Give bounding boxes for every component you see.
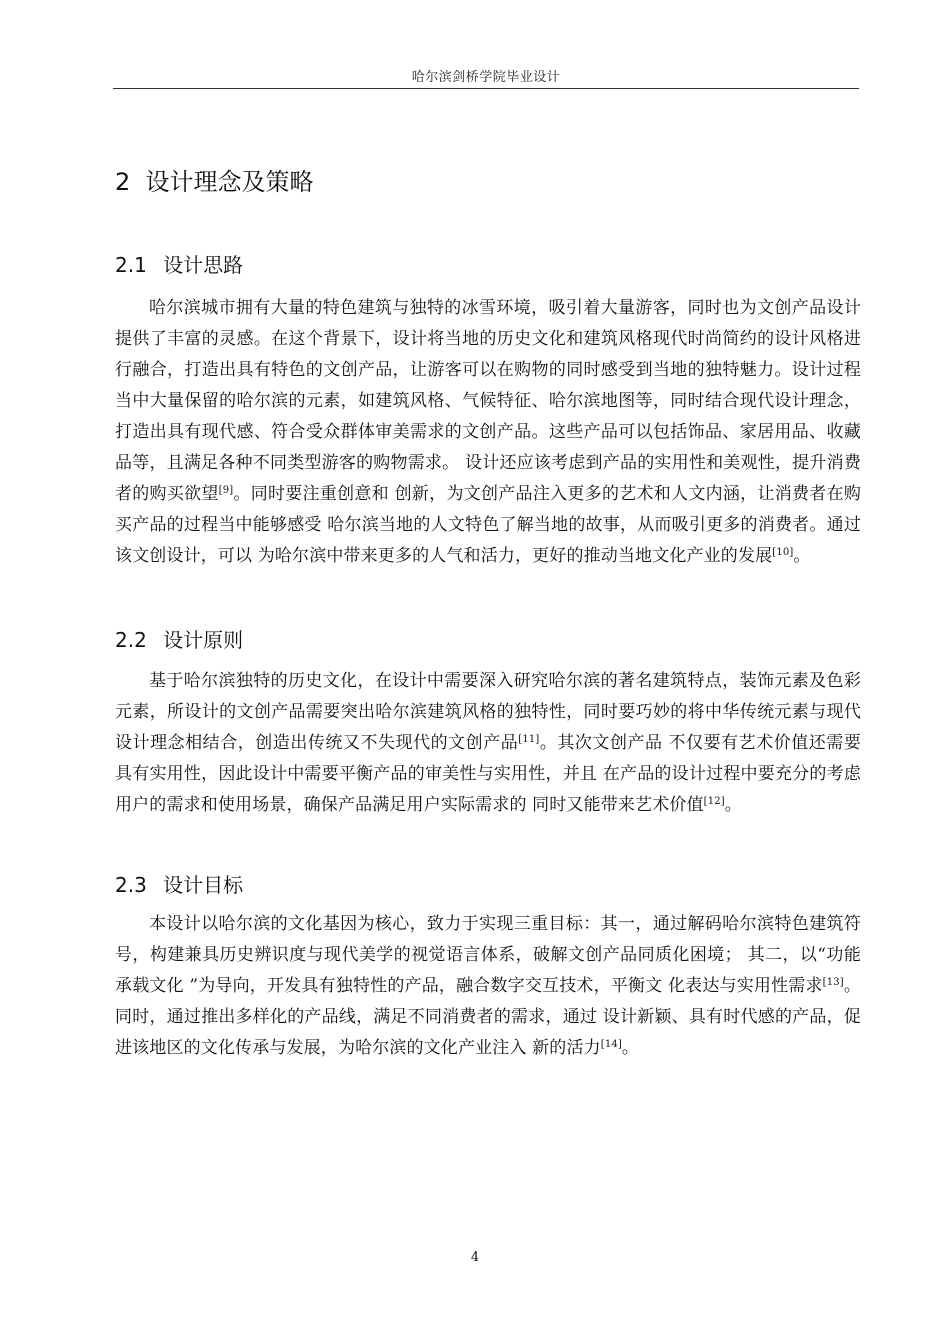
section-number: 2.2 [115, 628, 147, 652]
section-title-2-2 [115, 624, 243, 653]
section-title-text: 设计思路 [163, 253, 244, 277]
section-title-text: 设计原则 [163, 628, 244, 652]
citation-ref: [12] [703, 796, 725, 807]
paragraph-design-goals: 本设计以哈尔滨的文化基因为核心，致力于实现三重目标：其一，通过解码哈尔滨特色建筑符号，构建兼具历史辨识度与现代美学的视觉语言体系，破解文创产品同质化困境； 其二，以“功能承载文化 ”为导向，开发具有独特性的产品，融合数字交互技术，平衡文 化表达与实用性需求[13]。同时，通过推出多样化的产品线，满足不同消费者的需求，通过 设计新颖、具有时代感的产品，促进该地区的文化传承与发展，为哈尔滨的文化产业注入 新的活力[14]。 [115, 914, 862, 1058]
section-title-text: 设计目标 [163, 873, 244, 897]
section-title-2-3 [115, 869, 243, 898]
page-number: 4 [470, 1250, 480, 1265]
citation-ref: [10] [772, 547, 794, 558]
paragraph-design-idea: 哈尔滨城市拥有大量的特色建筑与独特的冰雪环境，吸引着大量游客，同时也为文创产品设计提供了丰富的灵感。在这个背景下，设计将当地的历史文化和建筑风格现代时尚简约的设计风格进行融合，打造出具有特色的文创产品，让游客可以在购物的同时感受到当地的独特魅力。设计过程当中大量保留的哈尔滨的元素，如建筑风格、气候特征、哈尔滨地图等，同时结合现代设计理念，打造出具有现代感、符合受众群体审美需求的文创产品。这些产品可以包括饰品、家居用品、收藏品等，且满足各种不同类型游客的购物需求。 设计还应该考虑到产品的实用性和美观性，提升消费者的购买欲望[9]。同时要注重创意和 创新，为文创产品注入更多的艺术和人文内涵，让消费者在购买产品的过程当中能够感受 哈尔滨当地的人文特色了解当地的故事，从而吸引更多的消费者。通过该文创设计，可以 为哈尔滨中带来更多的人气和活力，更好的推动当地文化产业的发展[10]。 [115, 298, 861, 566]
citation-ref: [13] [822, 977, 844, 988]
section-title-2-1 [115, 249, 243, 278]
citation-ref: [14] [600, 1039, 622, 1050]
chapter-title [115, 162, 314, 197]
paragraph-design-principles: 基于哈尔滨独特的历史文化，在设计中需要深入研究哈尔滨的著名建筑特点，装饰元素及色彩元素，所设计的文创产品需要突出哈尔滨建筑风格的独特性，同时要巧妙的将中华传统元素与现代设计理念相结合，创造出传统又不失现代的文创产品[11]。其次文创产品 不仅要有艺术价值还需要具有实用性，因此设计中需要平衡产品的审美性与实用性，并且 在产品的设计过程中要充分的考虑用户的需求和使用场景，确保产品满足用户实际需求的 同时又能带来艺术价值[12]。 [115, 671, 861, 815]
chapter-number: 2 [115, 168, 131, 196]
section-number: 2.3 [115, 873, 147, 897]
header-rule [113, 88, 859, 89]
running-header: 哈尔滨剑桥学院毕业设计 [411, 70, 561, 85]
section-number: 2.1 [115, 253, 147, 277]
citation-ref: [11] [518, 734, 540, 745]
citation-ref: [9] [218, 485, 234, 496]
chapter-title-text: 设计理念及策略 [145, 168, 314, 196]
